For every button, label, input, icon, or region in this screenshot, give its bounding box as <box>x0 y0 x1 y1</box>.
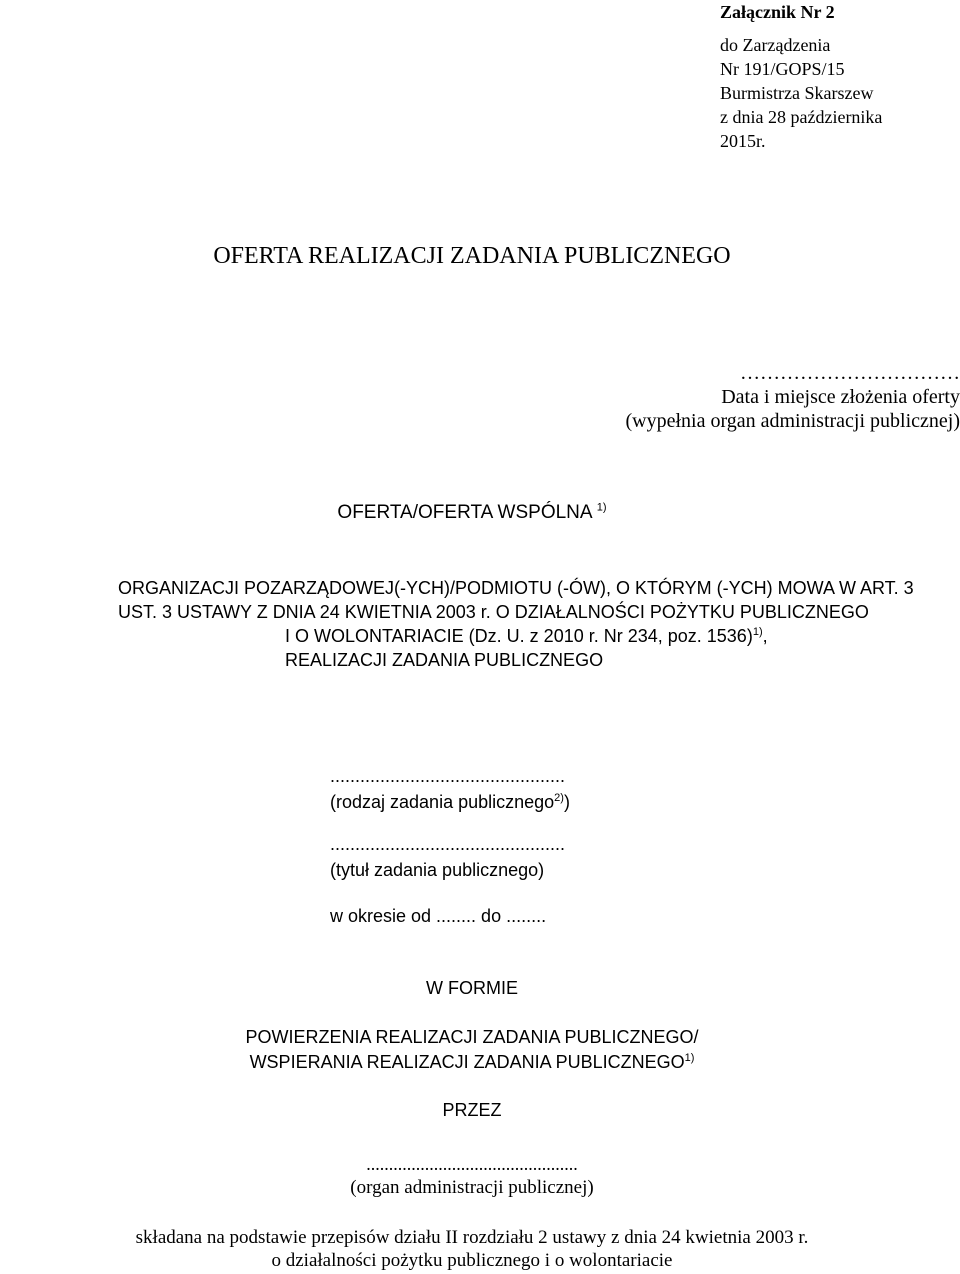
date-place-dots: …………………………… <box>740 362 960 384</box>
footnote-marker: 2) <box>554 792 564 804</box>
org-line-1: ORGANIZACJI POZARZĄDOWEJ(-YCH)/PODMIOTU (-ÓW), O KTÓRYM (-YCH) MOWA W ART. 3 <box>118 578 914 598</box>
date-place-label: Data i miejsce złożenia oferty <box>721 386 960 408</box>
annex-line: z dnia 28 października <box>720 107 883 127</box>
offer-type-text: OFERTA/OFERTA WSPÓLNA <box>337 502 592 523</box>
authority-dots: ............................................... <box>366 1154 578 1174</box>
page-title: OFERTA REALIZACJI ZADANIA PUBLICZNEGO <box>213 243 731 269</box>
date-place-note: (wypełnia organ administracji publicznej) <box>625 410 960 432</box>
annex-block <box>720 0 882 153</box>
form-heading: W FORMIE <box>426 978 518 998</box>
legal-basis-line-2: o działalności pożytku publicznego i o wolontariacie <box>271 1250 673 1271</box>
task-kind-dots: ............................................... <box>330 766 566 786</box>
legal-basis-line-1: składana na podstawie przepisów działu II rozdziału 2 ustawy z dnia 24 kwietnia 2003 r. <box>135 1227 809 1248</box>
authority-label: (organ administracji publicznej) <box>350 1177 594 1198</box>
footnote-marker: 1) <box>684 1052 695 1064</box>
form-line-2: WSPIERANIA REALIZACJI ZADANIA PUBLICZNEGO$^{1)}$ <box>249 1052 695 1072</box>
period-field: w okresie od ........ do ........ <box>330 906 547 926</box>
annex-line: Nr 191/GOPS/15 <box>720 59 845 79</box>
task-title-dots: ............................................... <box>330 834 566 854</box>
annex-line: do Zarządzenia <box>720 35 831 55</box>
task-kind-field <box>330 764 570 814</box>
task-title-field <box>330 832 565 882</box>
by-heading: PRZEZ <box>442 1100 502 1120</box>
footnote-marker: 1) <box>596 501 607 514</box>
form-line-1: POWIERZENIA REALIZACJI ZADANIA PUBLICZNEGO/ <box>245 1027 699 1047</box>
org-line-2: UST. 3 USTAWY Z DNIA 24 KWIETNIA 2003 r. O DZIAŁALNOŚCI POŻYTKU PUBLICZNEGO <box>118 602 869 622</box>
org-line-3: I O WOLONTARIACIE (Dz. U. z 2010 r. Nr 234, poz. 1536)$^{1)}$, <box>285 626 768 646</box>
org-line-4: REALIZACJI ZADANIA PUBLICZNEGO <box>285 650 604 670</box>
annex-label: Załącznik Nr 2 <box>720 2 835 22</box>
offer-type-heading <box>0 501 944 525</box>
task-title-label: (tytuł zadania publicznego) <box>330 860 545 880</box>
annex-line: Burmistrza Skarszew <box>720 83 874 103</box>
task-kind-label: (rodzaj zadania publicznego$^{2)}$) <box>330 792 570 812</box>
footnote-marker: 1) <box>752 626 763 638</box>
annex-line: 2015r. <box>720 131 766 151</box>
date-place-block <box>625 361 960 433</box>
